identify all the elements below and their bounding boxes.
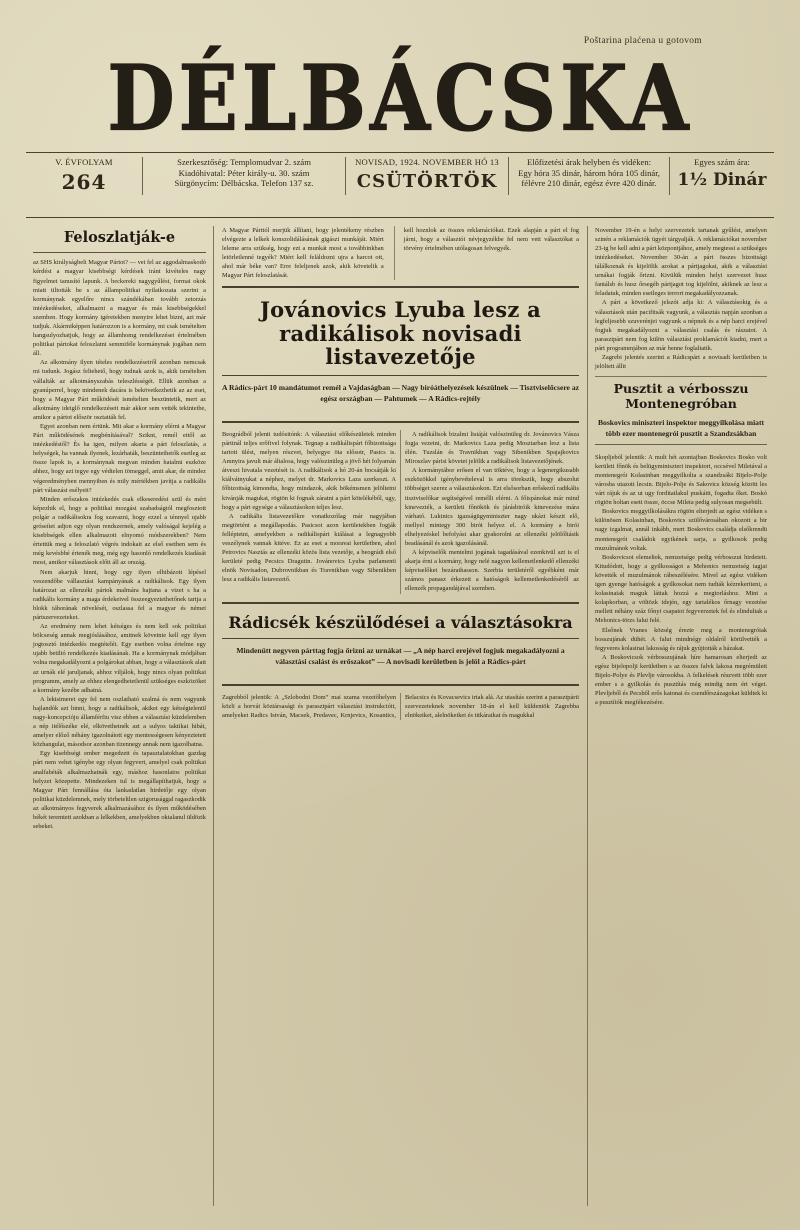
nameplate [26,153,774,199]
column-2-3 [213,226,587,1206]
paragraph: A radikális listavezetőkre vonatkozólag már nagyjában megtörtént a megállapodás. Pasicsot azon kerületekben fogják felléptetni, amelyekben a radikálispárt kiálásai a legnagyobb veszélynek vannak kitéve. Ez az eset a moravai kerületben, ahol Petrovics Nasztás az ellenzéki közös lista vezetője, a beográdi első kerületé pedig Pecsics Dragutin. Jovánovics Lyuba parlamenti elnök Novisadon, Dubrovnikban és Travnikban vagy Sibenikben lesz a radikális listavezető. [222,512,396,584]
divider [222,638,579,639]
paragraph: A kormánytábor erősen el van töktéve, hogy a legenergikusabb eszközökkel igénybevételeval is arra törekszik, hogy abszolut többséget szerez a választásokon. Ezt elsősorban erőskezű radikális tisztviselőkar segítségével remélli elérni. A főispánokat már mind kinevezték, a kerületi főnökök és járásbiróik kinevezése mára várható. Lukinics igazságügyminiszter nagy ukázt készit elő, mellyel mintegy 300 birót helyez el. A kormány a birói elhelyezéskel befolyást akar gyakorolni az ellenzéki jelölőltásik beadásánál és azok igazolásánál. [405,467,579,547]
paragraph: Nem akarjuk hinni, hogy egy ilyen elhibázott lépésel veszendőbe vállasztási kampányának a radikálisok. Egy ilyen határozat az ellenzéki pártok malmára hajtana a vizet s ha a radikális kormány a maga érdekeivel összeegyeztethetőnek tartja a blokk táborának növelését, oszlassa fel a magyar és német pártszervezeteket. [33,568,206,621]
article-jovanovics-headline: Jovánovics Lyuba lesz a radikálisok novisadi listavezetője [259,297,542,370]
paragraph: A Magyar Párttól merjük állítani, hogy jelentékeny részben elvégezte a lelkek konszolidálásának gigászi munkáját. Miért leleme arra szükség, hogy ezt a munkát most a továbbinkban letörletlenné tegyék? Miért kell feláldozni ujra a harcot ott, ahol már béke van? Erre feleljenek azok, akik követelik a Magyar Párt feloszlatását. [222,226,384,280]
paragraph: Elsőnek Vranes község érezte meg a montenegróiak bosszujának dühét. A falut mindnégy oldalról körülvették a fegyveres kolasinai lakosság és rájuk gyújtották a házakat. [595,626,767,652]
single-copy-price: 1½ Dinár [677,169,767,190]
paragraph: A Boskovicsok vérbosszujának híre hamarosan elterjedt az egész bijelopolji kerületben s az összes falvk lakosa megrémülett Bijelo-Polye és Plevlje városokba. A felkelések részvett több ezer ember s a gyilkolás és pusztítás még mindig nem ért véget. Plevljeből és Pecsből erős katonai és csendőrszázagokat küldtek ki a pusztítók megfékezésére. [595,653,767,707]
date-block [345,157,508,195]
volume-label: V. ÉVFOLYAM [55,157,113,167]
article-radicsek-headline: Rádicsék készülődései a választásokra [228,612,573,632]
article-jovanovics-subhead: A Rádics-párt 10 mandátumot remél a Vajdaságban — Nagy biróáthelyezések készülnek — Tisztviselőcsere az egész országban — Pahtumek — A Rádics-rejtély [222,382,579,403]
paragraph: Minden erőszakos intézkedés csak elkeseredést szül és mért képezhik el, hogy a politikai mozgási szabadságtól megfosztott polgár a radikálisokra fog szavazni, hogy ezzel a ténnyel ujabb gróseítet adjon egy olyan rendszernek, amely valóságal kejelég a kisebbségek ellen alkalmazott elnyomó módszerekben? Nem értettük meg a feloszlató végrés indokait az első esetben sem és még kevésbbé értenék meg, még egy hasonló rendelkezés kiadását most, amikor választások előtt áll az ország. [33,495,206,567]
paragraph: A lekisimeret egy fel nem oszlatható szalmá és nem vagyunk hajlandók azt hinni, hogy a radikálisok, akiket egy kétségtelenül nagy-koncepcióju államférfiu visz ebben a választási küzdelemben a nép itélőszéke elé, elkövethetnék azt a sulyos taktikai hibát, amelyer előző néhány igazolnátott egy mentességesen kényeztetett közhangulat, másodsor azonban tizennegy annak nem igazolhatna. [33,695,206,749]
subscription-line-2: Egy hóra 35 dinár, három hóra 105 dinár, [518,167,660,178]
paragraph: Boskovicsot elemeltek, nemzetsége pedig vérbosszut hirdetett. Kitudódott, hogy a gyilkosságot a Mehonics nemzetség tagjai követték el muzulmánok rábeszélésére. Mivel az egész vidéken igen gyenge hatóságok a gyilkosokat nem tudták kézrekeriteni, a kolasinaiak maguk láttak hozzá a megtorláshoz. Mint a kolapkorban, a völtözk idején, egy tartalékos őrnagy vezetése mellett néhány száz főnyi csapatot fegyverzetek fel és elindultak a Mehonics-törzs falui felé. [595,553,767,625]
paragraph: Egy kisebbségi ember megedzett és tapasztalatokban gazdag párt nem vehet igénybe egy olyan fegyvert, amelyel csak politikai analfabéták alkalmazhatnák egy, máshoz hasonlatos politikai helyzet közepette. Mindezeken tul is megállapíthatjuk, hogy a Magyar Párt fennállása óta lankadatlan hirdetője egy olyan politikai küzdelemnek, mely törbeteltlen szigorusággal ragaszkodik az alkotmányos fegyverek alkalmazásához és ilyen működésében békét teremtett azokban a lelkekben, amelyekben oktalanul üldözik sebeket. [33,750,206,831]
issue-weekday: CSÜTÖRTÖK [356,170,498,192]
feloszlatjak-continuation-left [222,226,384,281]
subscription-block [508,157,669,195]
article-pusztit-subhead: Boskovics miniszteri inspektor meggyilkolása miatt több ezer montenegrói pusztit a Szandzsákban [595,417,767,445]
editorial-line-1: Szerkesztőség: Templomudvar 2. szám [177,157,311,167]
article-radicsek-subhead: Mindenütt negyven párttag fogja őrizni az urnákat — „A nép harci erejével fogjuk megakadályozni a választási csalást és erőszakot” — A novisadi kerületben is jelöl a Rádics-párt [236,645,565,666]
paragraph: Az eredmény nem lehet kétséges és nem kell sok politikai bölcseség annak megjóslásához, amitnek követnie kell egy ilyen jogtosztó intézkedés megtételét. Egy esetben volna értelme egy ujabb betiltó rendelkezés kiadásának. Ha a kormánynak módjában volna megakadályozni a polgárokat abban, hogy a választások alatt az urnák elé jaruljanak, ahhoz viljálok, hogy nincs olyan politikai programm, amely az ehhez elengedhetetlenül szükséges eszközöket a kormány kezébe adhatná. [33,623,207,694]
editorial-block [142,157,345,195]
single-copy-label: Egyes szám ára: [694,157,750,167]
article-jovanovics-body [222,430,579,594]
paragraph: Boskovics meggyilkolásákra rögtön elterjedt az egész vidéken s különösen Kolasinban, Boskovics szülővárosában okozott a bir nagy izgalmat, annál inkább, mert Boskovics családja elsőkrendü montenegrói családok egyikének sarja, a gyilkosok pedig muzulmánok voltak. [595,508,767,552]
editorial-line-2: Kiadóhivatal: Péter király-u. 30. szám [178,167,310,178]
volume-block [26,157,142,195]
feloszlatjak-continuation-right [394,226,579,281]
article-radicsek [222,602,579,686]
paragraph: az SHS királyságbeli Magyar Pártot? — vet fel az aggodalmaskodó kérdést a magyar kisebbségi kérdések iránt kivételes nagy figyelmet tanusító lapunk. A beckereki nagygyűlést, formai okok miatt tiltották be s az állampolitikai nyilatkozata szerint a kormánynak egyelőre nincs szándékában tovább zetorzás intézkedéseket, alkalmazni a magyar és más kisebbségekkel szemben. Hogy kormány igéretekben menyire lehet bizni, azt már tudjuk. Akármiképpen határozzon is a kormány, mi csak ismételten hangsulyozhatjuk, hogy az államhomg rendelkezései értelmében politikai pártokat feloszlatni semmiféle kormánynak jogában nem áll. [33,259,206,358]
paragraph: A párt a következő jelszót adja ki: A választásokig és a választások után pacifitsák vagyunk, a választás napján azonban a legfeljesebb szuverénjei vagyunk a népnek és a nép harci erejével fogjuk megakadályozni a választási csalás és rászatot. A parasztpárt nem fog külön választási proklamációt kiadni, mert a párt programmjábon az már benne foglaltatik. [595,299,767,352]
subscription-line-1: Előfizetési árak helyben és vidéken: [526,157,652,167]
paragraph: November 19-én a helyi szervezetek tartanak gyűlést, amelyen szinén a reklamációk ügyét tárgyalják. A reklamációkat november 23-ig be kell adni a párt központjához, amely megtessi a szükséges intézkedéseket. November 30-án a párt összes bizottsági tálálkoznak és kijelölik azokat a pártjagokat, akik a választási urnákai fogják őrizni. Kivülük minden helyi szervezet husz fantálsb és husz őrsegéb pártjagot tog kijelölni, akiknek az lesz a feladatuk, minden esetleges terrort megakadályozzanak. [595,226,767,298]
editorial-line-3: Sürgönycím: Délbácska. Telefon 137 sz. [174,178,314,189]
divider [222,375,579,376]
divider [595,376,767,377]
article-radicsek-body [222,693,579,720]
single-copy-block [669,157,774,195]
paragraph: A radikálisok bizalmi listáját valószinüleg dr. Jovánovics Vásza fogja vezetni, dr. Markovics Laza pedig Mosztarban lesz a lista élén. Tuzslán és Travnikban vagy Sibenikben Spajajkovics Miroszlav párisi követet jelölik a radikálisok listavezetőjének. [405,430,579,466]
column-1 [26,226,213,1206]
paragraph: Zagrebi jelentés szerint a Rádicspárt a novisadi kerületben is jelöltett állit [595,354,767,371]
issue-number: 264 [61,169,107,194]
article-jovanovics [222,286,579,423]
article-feloszlatjak-headline: Feloszlatják-e [33,228,206,254]
column-4 [587,226,774,1206]
masthead [26,45,774,151]
paragraph: Zagrebból jelentik: A „Szlobodni Dom” mai szama vezetőhelyen közli a horvát köztársasági és parasztpárt választási instrukcióit, amelyeket Radics István, Macsek, Predavec, Krnjevics, Kosantics, Belacsics és Kovacsevics irtak alá. Az utasítás szerint a parasztpárti szervezeteknek november 18-án el kell küldeniök Zagrebba elnökeiket, alelnökeiket és titkáraikat és magukkal [222,693,579,720]
paragraph: Beográdból jelenti tudósitónk: A választási előkészületek minden párttnál teljes erőfivel folynak. Tegnap a radikálispárt főbizottsága tartott ülést, melyen részvet, belyegye öta elősotr, Pasics is. Amnyira javult már általosa, hogy valószinüleg a jövő hét folyamán átveszi hivatala vezetését is. A radikálisok a hó 20-án bocsátják ki kiálvátnyukat a néphez, melyet dr. Markovics Laza szerkeszt. A főbizottság kimondta, hogy mindazok, akik bökémsmen jelöltetni kivánják magukat, rögtön ki fognak záratni a párt kötelékéből, ugy, hogy a párt egysége a választásokon teljes lesz. [222,430,396,511]
article-columns [26,226,774,1206]
article-pusztit-headline: Pusztit a vérbosszu Montenegróban [613,381,749,411]
paragraph: kell hoznlok az összes reklamációkat. Ezek alapján a párt el fog járni, hogy a választói névjegyzékbe fel nem vett választókat a törvény értelmében utólagosan felvegyék. [403,226,579,252]
paragraph: Az alkotmány ilyen tételes rendelkezéseiről azonban nemcsak mi tudunk. Jogász feltehető, hogy tudnak azok is, akik ismételten vállalták az alkotmányszabás teleszlésségét. Ellük azonban a gyanúperrel, hogy mindenek dacára is bekövetkezhetik az az eset, hogy a Magyar Párt működését ismételten beszüntetik, mert az alkotmány ideiglő rendelkezéseit már akkor sem vették tekintetbe, amikor a pártot először osztatták fel. [33,359,206,421]
postal-notice: Poštarina plaćena u gotovom [583,36,702,46]
issue-date: NOVISAD, 1924. NOVEMBER HÓ 13 [355,157,499,167]
paragraph: Egyet azonban nem értünk. Mit akar a kormány elérni a Magyar Párt működésének megbénításával? Sziknt, remél ettől az intézkedéstől? És ha igen, milyen akarta a párt feloszlatás, a helységek, ha vannak ilyenek, lezárhaták, beszüntethetők esetleg az össze lapok is, a kormánynak megvan minden hatalmi eszköze ahhez, hogy azt tegye egy védtelen tömeggel, amit akar, de mindez végeredményben mennyiben és mily mértékben javítja a radikális párt válaszási esélyeit? [33,423,206,494]
paragraph: A képviselők mentelmi jogának tagadásával ezenkivül azt is el akarja érni a kormány, hogy nelé nagyon kellemetlenkedő ellenzéki képviselőket bezárathasson. Szerbia területéről egyébként már számos panasz érkezett a hatóságok kellemetlenkedéséről az ellenzék propagandájával szemben. [405,549,579,593]
newspaper-title: DÉLBÁCSKA [107,45,693,151]
paragraph: Skopljeból jelentik: A mult hét azontajban Boskovics Bosko volt kerületi főnök és belügyminiszteri inspektort, occsével Miletával a montenegrói Kolasinban meggyilkolta a szandzsáki Bijelo-Polje városba utazott lecsin. Bijelo-Polje és Sakovics község között les várt rájuk és az ut ugy forditatlakul puskáitt, fogadta őket. Boskó rögtön holtan esett össze, öccse Mileta pedig sulyosan megsebült. [595,453,767,507]
subscription-line-3: félévre 210 dinár, egész évre 420 dinár. [521,178,657,189]
nameplate-rule [26,217,774,218]
